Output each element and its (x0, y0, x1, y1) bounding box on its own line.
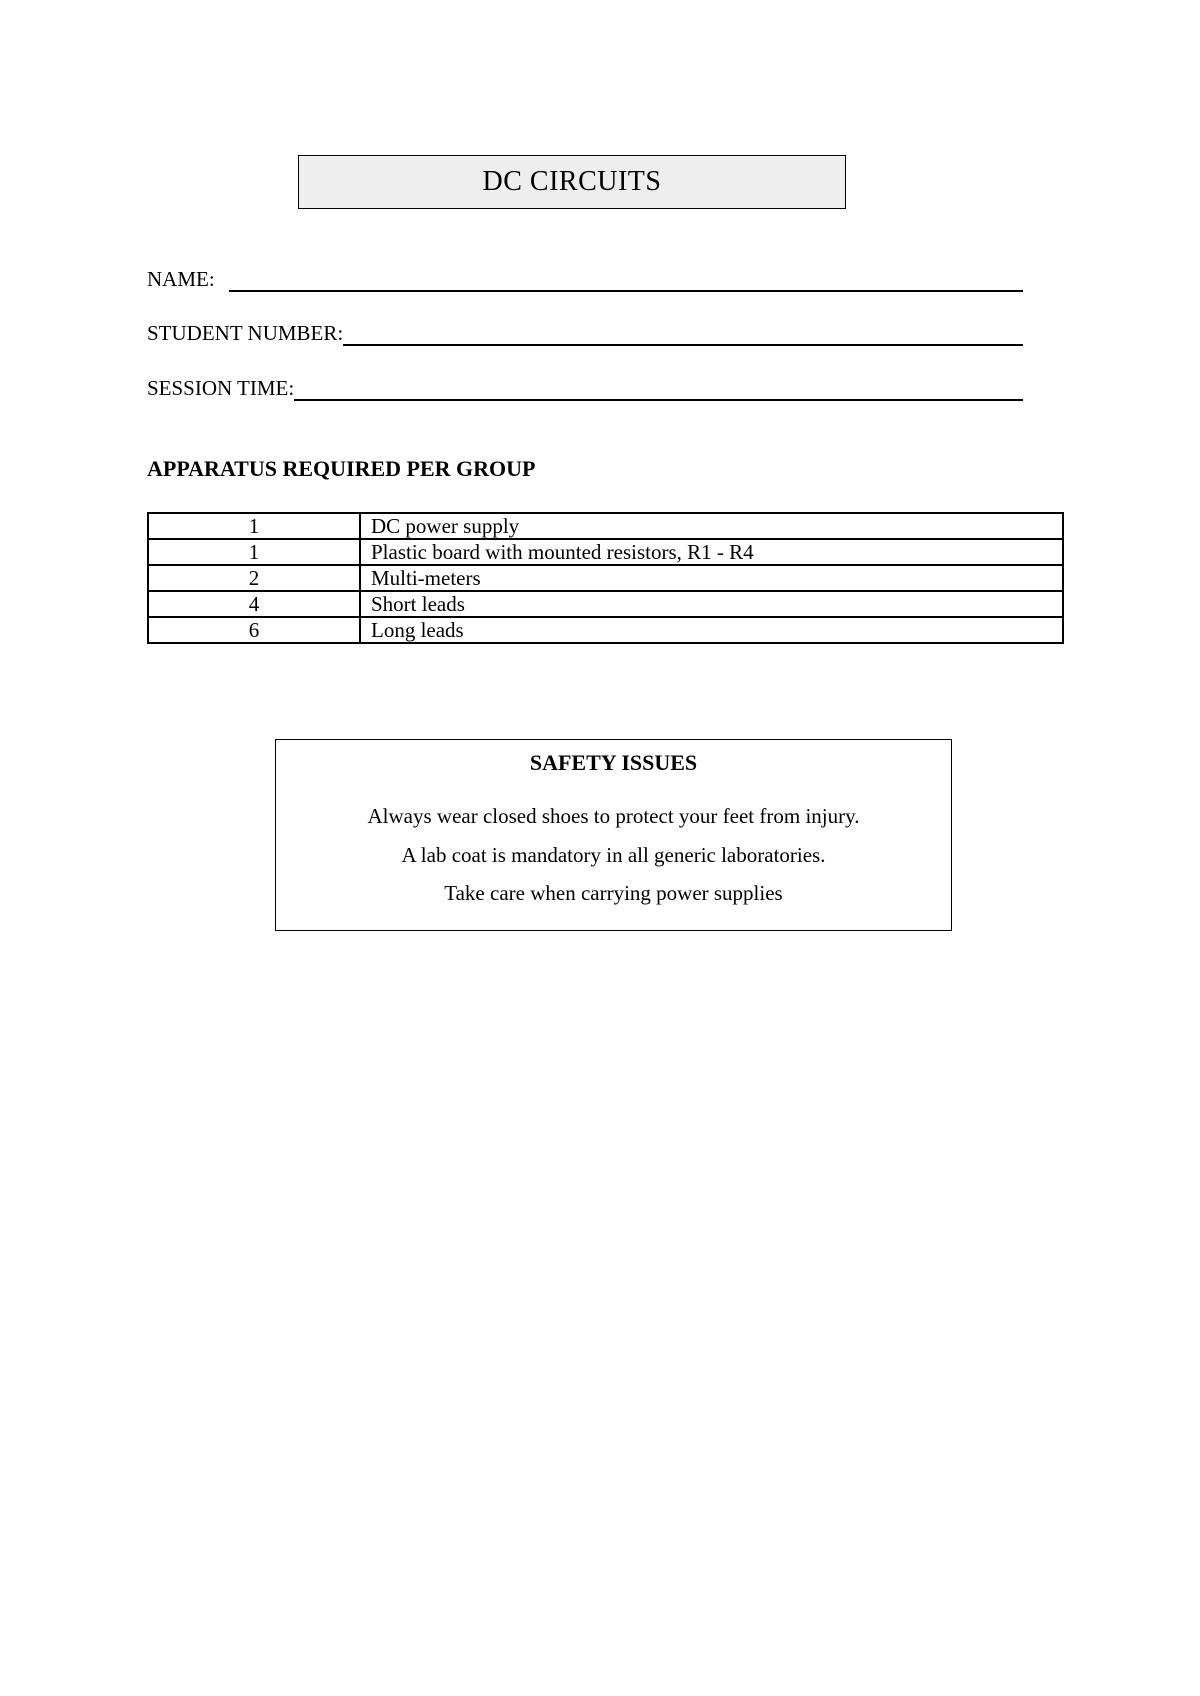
apparatus-item: Plastic board with mounted resistors, R1 - R4 (360, 539, 1063, 565)
session-time-label: SESSION TIME: (147, 376, 295, 400)
document-title (298, 155, 846, 209)
name-label: NAME: (147, 267, 215, 291)
table-row (148, 539, 1063, 565)
safety-box (275, 739, 952, 931)
safety-line: A lab coat is mandatory in all generic laboratories. (401, 842, 826, 867)
document-title-text: DC CIRCUITS (482, 166, 662, 197)
name-field (147, 260, 1023, 292)
apparatus-quantity: 4 (148, 591, 360, 617)
apparatus-item: DC power supply (360, 513, 1063, 539)
session-time-blank-line[interactable] (294, 367, 1023, 401)
safety-line: Take care when carrying power supplies (444, 880, 783, 905)
safety-title: SAFETY ISSUES (529, 750, 698, 775)
apparatus-item: Multi-meters (360, 565, 1063, 591)
table-row (148, 513, 1063, 539)
name-blank-line[interactable] (229, 258, 1023, 292)
table-row (148, 565, 1063, 591)
apparatus-quantity: 1 (148, 513, 360, 539)
apparatus-item: Short leads (360, 591, 1063, 617)
apparatus-quantity: 6 (148, 617, 360, 643)
safety-line: Always wear closed shoes to protect your feet from injury. (367, 804, 860, 829)
table-row (148, 591, 1063, 617)
student-number-blank-line[interactable] (343, 312, 1023, 346)
apparatus-quantity: 1 (148, 539, 360, 565)
table-row (148, 617, 1063, 643)
apparatus-item: Long leads (360, 617, 1063, 643)
apparatus-heading: APPARATUS REQUIRED PER GROUP (147, 456, 536, 481)
session-time-field (147, 369, 1023, 401)
apparatus-table (147, 512, 1064, 644)
student-number-label: STUDENT NUMBER: (147, 321, 344, 345)
apparatus-quantity: 2 (148, 565, 360, 591)
student-number-field (147, 314, 1023, 346)
